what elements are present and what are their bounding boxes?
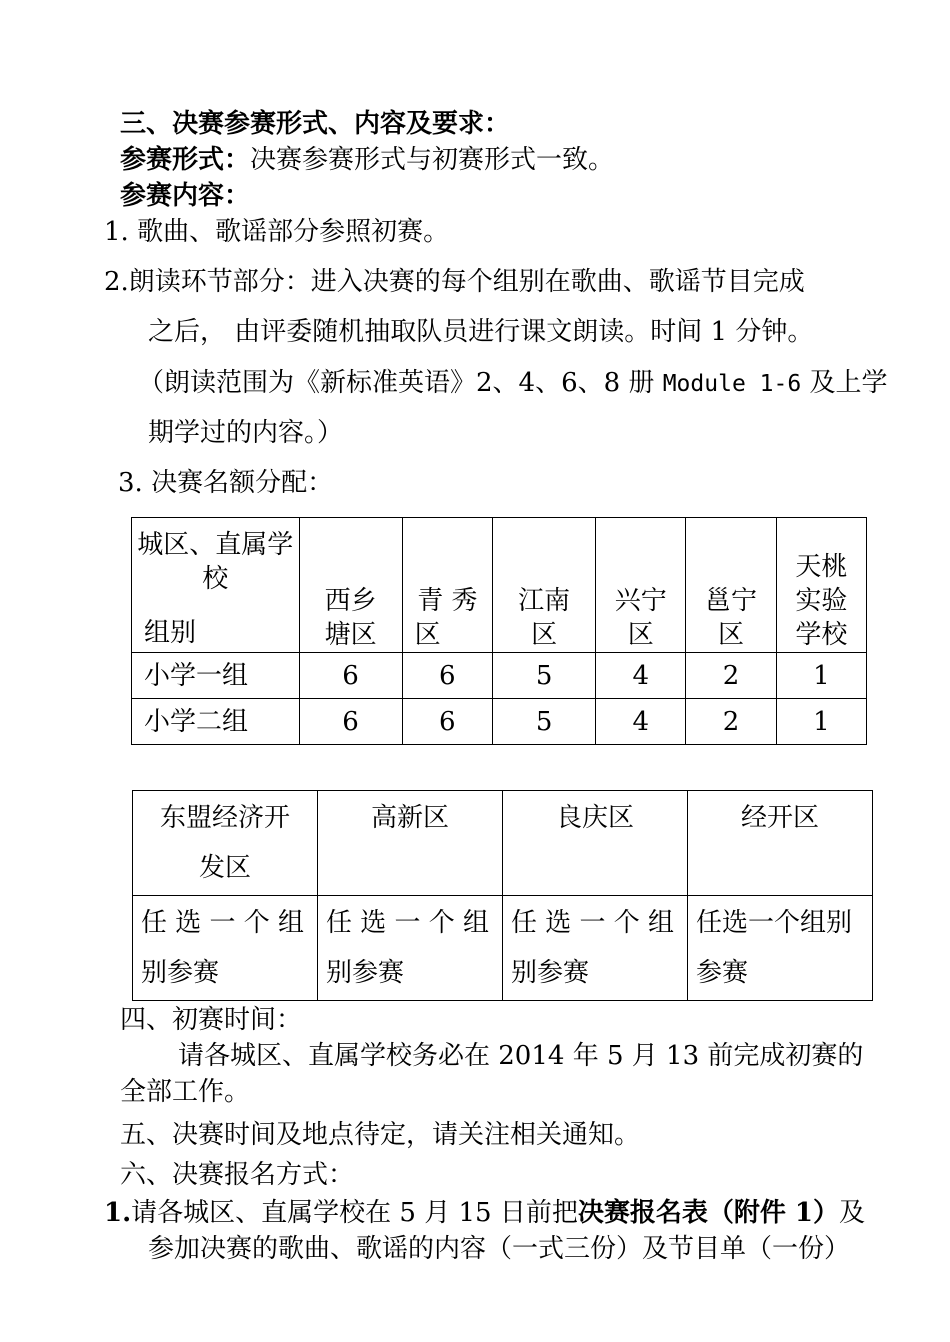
header-line: 良庆区 bbox=[555, 803, 634, 833]
choice-line: 任 选 一 个 组 bbox=[326, 908, 490, 938]
column-header-line: 西乡 bbox=[324, 586, 377, 616]
item-number: 1. bbox=[104, 1198, 132, 1228]
corner-top-line1: 城区、直属学 bbox=[137, 530, 294, 560]
district-header-gaoxin bbox=[318, 791, 503, 896]
district-header-dongmeng bbox=[133, 791, 318, 896]
section6-heading: 六、决赛报名方式： bbox=[120, 1160, 355, 1190]
table-cell: 1 bbox=[776, 699, 866, 745]
table-cell: 6 bbox=[299, 699, 402, 745]
column-header-line: 实验 bbox=[795, 586, 848, 616]
table-cell: 5 bbox=[493, 653, 596, 699]
corner-top-line2: 校 bbox=[202, 564, 229, 594]
quota-table bbox=[131, 517, 867, 745]
table-cell: 2 bbox=[686, 653, 776, 699]
row-label: 小学二组 bbox=[132, 699, 300, 745]
item1-text-a: 请各城区、直属学校在 5 月 15 日前把 bbox=[131, 1198, 578, 1228]
section4-line1: 请各城区、直属学校务必在 2014 年 5 月 13 前完成初赛的 bbox=[178, 1041, 864, 1071]
item-2-line3-c: 及上学 bbox=[801, 368, 888, 398]
district-header-jingkai bbox=[688, 791, 873, 896]
column-header-line: 天桃 bbox=[795, 552, 848, 582]
column-header-xingning bbox=[596, 518, 686, 653]
column-header-line: 区 bbox=[531, 620, 558, 650]
choice-line: 任 选 一 个 组 bbox=[511, 908, 675, 938]
item-2-line1: 2.朗读环节部分：进入决赛的每个组别在歌曲、歌谣节目完成 bbox=[104, 267, 805, 297]
column-header-line: 邕宁 bbox=[705, 586, 758, 616]
choice-line: 任选一个组别 bbox=[696, 908, 853, 938]
section6-item1 bbox=[104, 1196, 865, 1230]
column-header-line: 区 bbox=[718, 620, 745, 650]
corner-bottom: 组别 bbox=[144, 618, 197, 648]
choice-line: 别参赛 bbox=[326, 958, 405, 988]
column-header-taotao bbox=[776, 518, 866, 653]
choice-line: 别参赛 bbox=[511, 958, 590, 988]
column-header-line: 塘区 bbox=[324, 620, 377, 650]
optional-district-table bbox=[132, 790, 873, 1001]
form-label: 参赛形式： bbox=[120, 145, 251, 175]
item-1: 1. 歌曲、歌谣部分参照初赛。 bbox=[104, 217, 450, 247]
table-cell: 1 bbox=[776, 653, 866, 699]
choice-line: 别参赛 bbox=[141, 958, 220, 988]
corner-top bbox=[132, 528, 299, 596]
column-header-line: 区 bbox=[627, 620, 654, 650]
header-line: 高新区 bbox=[370, 803, 449, 833]
registration-form-ref: 决赛报名表（附件 1） bbox=[577, 1198, 839, 1228]
column-header-line: 青 秀 bbox=[417, 586, 478, 616]
item-2-line3 bbox=[138, 366, 887, 401]
item-2-line3-a: （朗读范围为《新标准英语》2、4、6、8 册 bbox=[138, 368, 663, 398]
choice-cell bbox=[318, 896, 503, 1001]
header-line: 发区 bbox=[198, 853, 251, 883]
table-cell: 4 bbox=[596, 653, 686, 699]
table-cell: 5 bbox=[493, 699, 596, 745]
section4-heading: 四、初赛时间： bbox=[120, 1005, 303, 1035]
quota-header-row bbox=[132, 518, 867, 653]
section4-line2: 全部工作。 bbox=[120, 1077, 251, 1107]
header-line: 经开区 bbox=[740, 803, 819, 833]
optional-choice-row bbox=[133, 896, 873, 1001]
section3-heading: 三、决赛参赛形式、内容及要求： bbox=[120, 109, 511, 139]
choice-cell bbox=[133, 896, 318, 1001]
item-2-line4: 期学过的内容。） bbox=[148, 418, 344, 448]
form-paragraph bbox=[120, 143, 614, 177]
corner-cell bbox=[132, 518, 300, 653]
form-text: 决赛参赛形式与初赛形式一致。 bbox=[250, 145, 615, 175]
choice-line: 参赛 bbox=[696, 958, 749, 988]
table-cell: 6 bbox=[402, 653, 492, 699]
item1-text-b: 及 bbox=[839, 1198, 866, 1228]
choice-line: 任 选 一 个 组 bbox=[141, 908, 305, 938]
choice-cell bbox=[688, 896, 873, 1001]
column-header-line: 江南 bbox=[518, 586, 571, 616]
district-header-liangqing bbox=[503, 791, 688, 896]
item-3: 3. 决赛名额分配： bbox=[118, 468, 334, 498]
column-header-line: 学校 bbox=[795, 620, 848, 650]
column-header-xixiangtang bbox=[299, 518, 402, 653]
column-header-yongning bbox=[686, 518, 776, 653]
column-header-line: 区 bbox=[414, 620, 441, 650]
section5-heading: 五、决赛时间及地点待定，请关注相关通知。 bbox=[120, 1120, 641, 1150]
table-row bbox=[132, 653, 867, 699]
table-cell: 6 bbox=[299, 653, 402, 699]
item-2-line3-module: Module 1-6 bbox=[662, 371, 802, 397]
column-header-line: 兴宁 bbox=[614, 586, 667, 616]
header-line: 东盟经济开 bbox=[159, 803, 290, 833]
table-cell: 6 bbox=[402, 699, 492, 745]
item-2-line2: 之后， 由评委随机抽取队员进行课文朗读。时间 1 分钟。 bbox=[148, 317, 814, 347]
optional-header-row bbox=[133, 791, 873, 896]
column-header-qingxiu bbox=[402, 518, 492, 653]
column-header-jiangnan bbox=[493, 518, 596, 653]
table-cell: 4 bbox=[596, 699, 686, 745]
section6-item1-line2: 参加决赛的歌曲、歌谣的内容（一式三份）及节目单（一份） bbox=[148, 1234, 851, 1264]
row-label: 小学一组 bbox=[132, 653, 300, 699]
choice-cell bbox=[503, 896, 688, 1001]
table-row bbox=[132, 699, 867, 745]
table-cell: 2 bbox=[686, 699, 776, 745]
content-label: 参赛内容： bbox=[120, 181, 251, 211]
